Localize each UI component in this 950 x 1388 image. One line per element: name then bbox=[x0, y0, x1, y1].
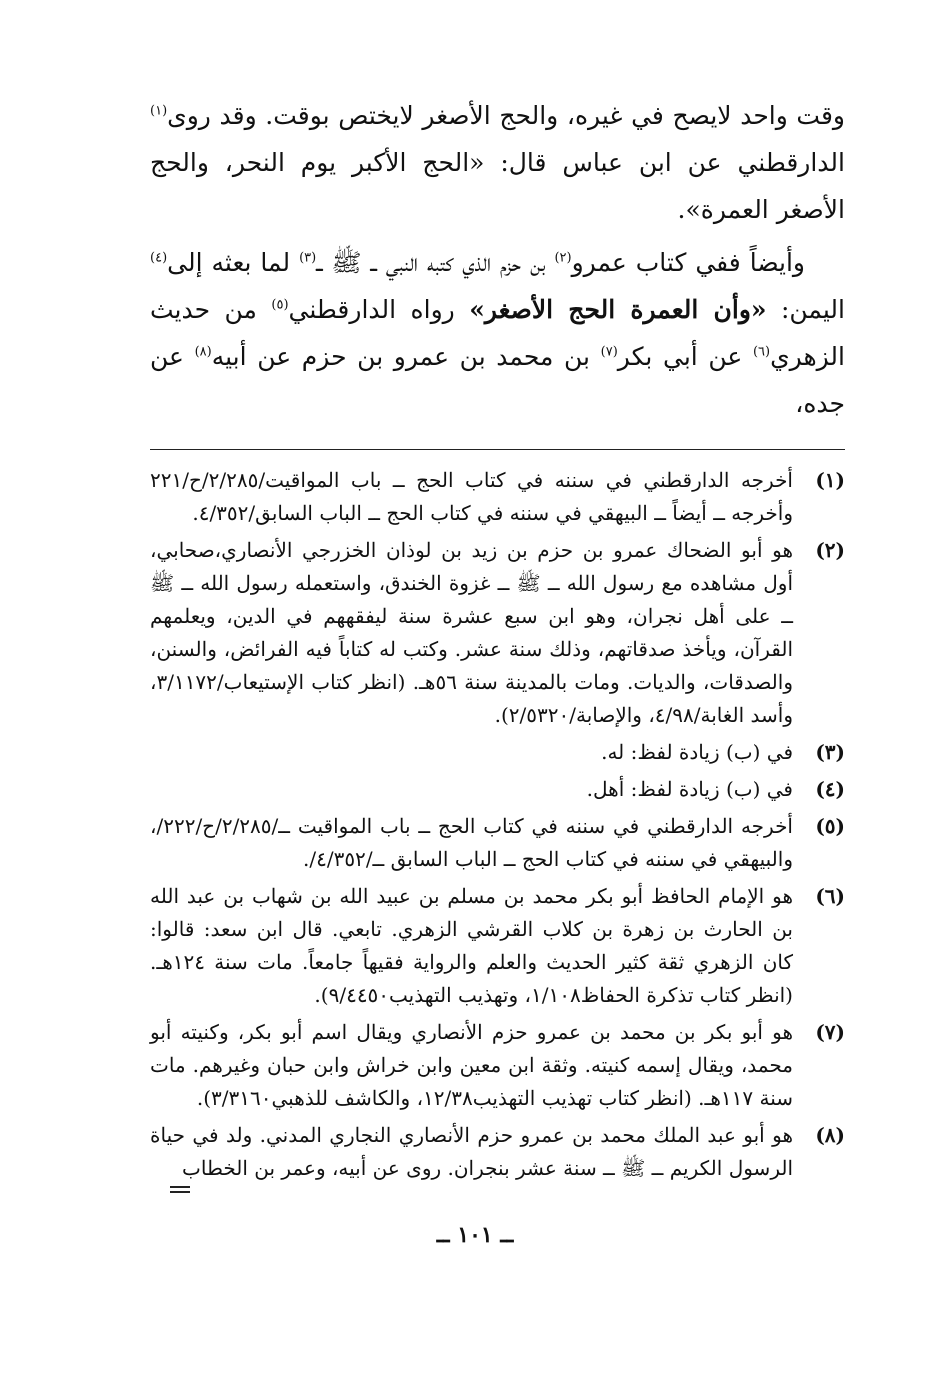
footnote-5 bbox=[150, 810, 845, 876]
footnote-ref-1: (١) bbox=[150, 103, 168, 119]
footnote-text: هو الإمام الحافظ أبو بكر محمد بن مسلم بن عبيد الله بن شهاب بن عبد الله بن الحارث بن زهرة بن كلاب القرشي الزهري. تابعي. قال ابن سعد: قالوا: كان الزهري ثقة كثير الحديث والعلم والرواية فقيهاً جامعاً. مات سنة ١٢٤هـ. (انظر كتاب تذكرة الحفاظ١/١٠٨، وتهذيب التهذيب٩/٤٤٥٠). bbox=[150, 884, 793, 1007]
footnote-number: (١) bbox=[815, 468, 845, 492]
footnote-ref-3: (٣) bbox=[299, 250, 317, 266]
footnote-text: أخرجه الدارقطني في سننه في كتاب الحج ــ باب المواقيت/٢/٢٨٥/ح/٢٢١ وأخرجه ــ أيضاً ــ البيهقي في سننه في كتاب الحج ــ الباب السابق/٤/٣٥٢. bbox=[150, 468, 793, 525]
footnote-text: هو أبو بكر بن محمد بن عمرو حزم الأنصاري ويقال اسم أبو بكر، وكنيته أبو محمد، ويقال إسمه كنيته. وثقة ابن معين وابن خراش وابن حبان وغيرهم. مات سنة ١١٧هـ. (انظر كتاب تهذيب التهذيب١٢/٣٨، والكاشف للذهبي٣/٣١٦٠). bbox=[150, 1020, 793, 1110]
paragraph-2-text-h: بن محمد بن عمرو بن حزم عن أبيه bbox=[211, 342, 601, 371]
footnote-6 bbox=[150, 880, 845, 1012]
bold-quote: «وأن العمرة الحج الأصغر» bbox=[469, 295, 767, 324]
paragraph-2-text-f: من حديث الزهري bbox=[150, 295, 845, 371]
paragraph-2-text-g: عن أبي بكر bbox=[617, 342, 753, 371]
footnote-3 bbox=[150, 736, 845, 769]
footnote-number: (٧) bbox=[815, 1020, 845, 1044]
footnote-number: (٨) bbox=[815, 1123, 845, 1147]
page-number: ــ ١٠١ ــ bbox=[436, 1222, 514, 1248]
footnote-7 bbox=[150, 1016, 845, 1115]
footnote-8 bbox=[150, 1119, 845, 1185]
paragraph-2-text-e: رواه الدارقطني bbox=[288, 295, 470, 324]
footnote-text: أخرجه الدارقطني في سننه في كتاب الحج ــ باب المواقيت ــ/٢/٢٨٥/ح/٢٢٢/، والبيهقي في سننه في كتاب الحج ــ الباب السابق ــ/٤/٣٥٢/. bbox=[150, 814, 793, 871]
footnote-ref-2: (٢) bbox=[554, 250, 572, 266]
main-text bbox=[150, 92, 845, 427]
continuation-mark bbox=[170, 1186, 190, 1196]
footnote-number: (٥) bbox=[815, 814, 845, 838]
footnote-number: (٦) bbox=[815, 884, 845, 908]
paragraph-2-text-b: بن حزم الذي كتبه النبي ــ ﷺ ــ bbox=[316, 248, 555, 277]
footnote-text: هو أبو عبد الملك محمد بن عمرو حزم الأنصاري النجاري المدني. ولد في حياة الرسول الكريم ــ ﷺ ــ سنة عشر بنجران. روى عن أبيه، وعمر بن الخطاب bbox=[150, 1123, 793, 1180]
footnote-4 bbox=[150, 773, 845, 806]
paragraph-2 bbox=[150, 239, 845, 427]
paragraph-1-text: وقت واحد لايصح في غيره، والحج الأصغر لايختص بوقت. وقد روى bbox=[167, 101, 845, 130]
paragraph-2-text-i: عن جده، bbox=[150, 342, 845, 418]
footnote-2 bbox=[150, 534, 845, 732]
footnote-ref-4: (٤) bbox=[150, 250, 168, 266]
footnote-text: هو أبو الضحاك عمرو بن حزم بن زيد بن لوذان الخزرجي الأنصاري،صحابي، أول مشاهده مع رسول الله ــ ﷺ ــ غزوة الخندق، واستعمله رسول الله ــ ﷺ ــ على أهل نجران، وهو ابن سبع عشرة سنة ليفقههم في الدين، ويعلمهم القرآن، ويأخذ صدقاتهم، وذلك سنة عشر. وكتب له كتاباً فيه الفرائض، والسنن، والصدقات، والديات. ومات بالمدينة سنة ٥٦هـ. (انظر كتاب الإستيعاب/٣/١١٧٢، وأسد الغابة/٤/٩٨، والإصابة/٢/٥٣٢٠). bbox=[150, 538, 793, 727]
footnote-text: في (ب) زيادة لفظ: أهل. bbox=[586, 777, 793, 801]
footnote-ref-6: (٦) bbox=[752, 344, 771, 360]
footnote-ref-7: (٧) bbox=[600, 344, 618, 360]
footnote-ref-8: (٨) bbox=[194, 344, 212, 360]
footnote-number: (٤) bbox=[815, 777, 845, 801]
footnote-text: في (ب) زيادة لفظ: له. bbox=[601, 740, 793, 764]
footnote-number: (٣) bbox=[815, 740, 845, 764]
paragraph-1-text-cont: الدارقطني عن ابن عباس قال: «الحج الأكبر يوم النحر، والحج الأصغر العمرة». bbox=[150, 148, 845, 224]
page-content bbox=[150, 92, 845, 1189]
footnotes bbox=[150, 464, 845, 1185]
footnote-number: (٢) bbox=[815, 538, 845, 562]
paragraph-2-text-c: لما بعثه إلى bbox=[167, 248, 300, 277]
footnote-ref-5: (٥) bbox=[271, 297, 289, 313]
footnote-1 bbox=[150, 464, 845, 530]
footnote-divider bbox=[150, 449, 845, 450]
paragraph-2-text-d: اليمن: bbox=[766, 295, 845, 324]
paragraph-1 bbox=[150, 92, 845, 233]
paragraph-2-text-a: وأيضاً ففي كتاب عمرو bbox=[571, 248, 805, 277]
